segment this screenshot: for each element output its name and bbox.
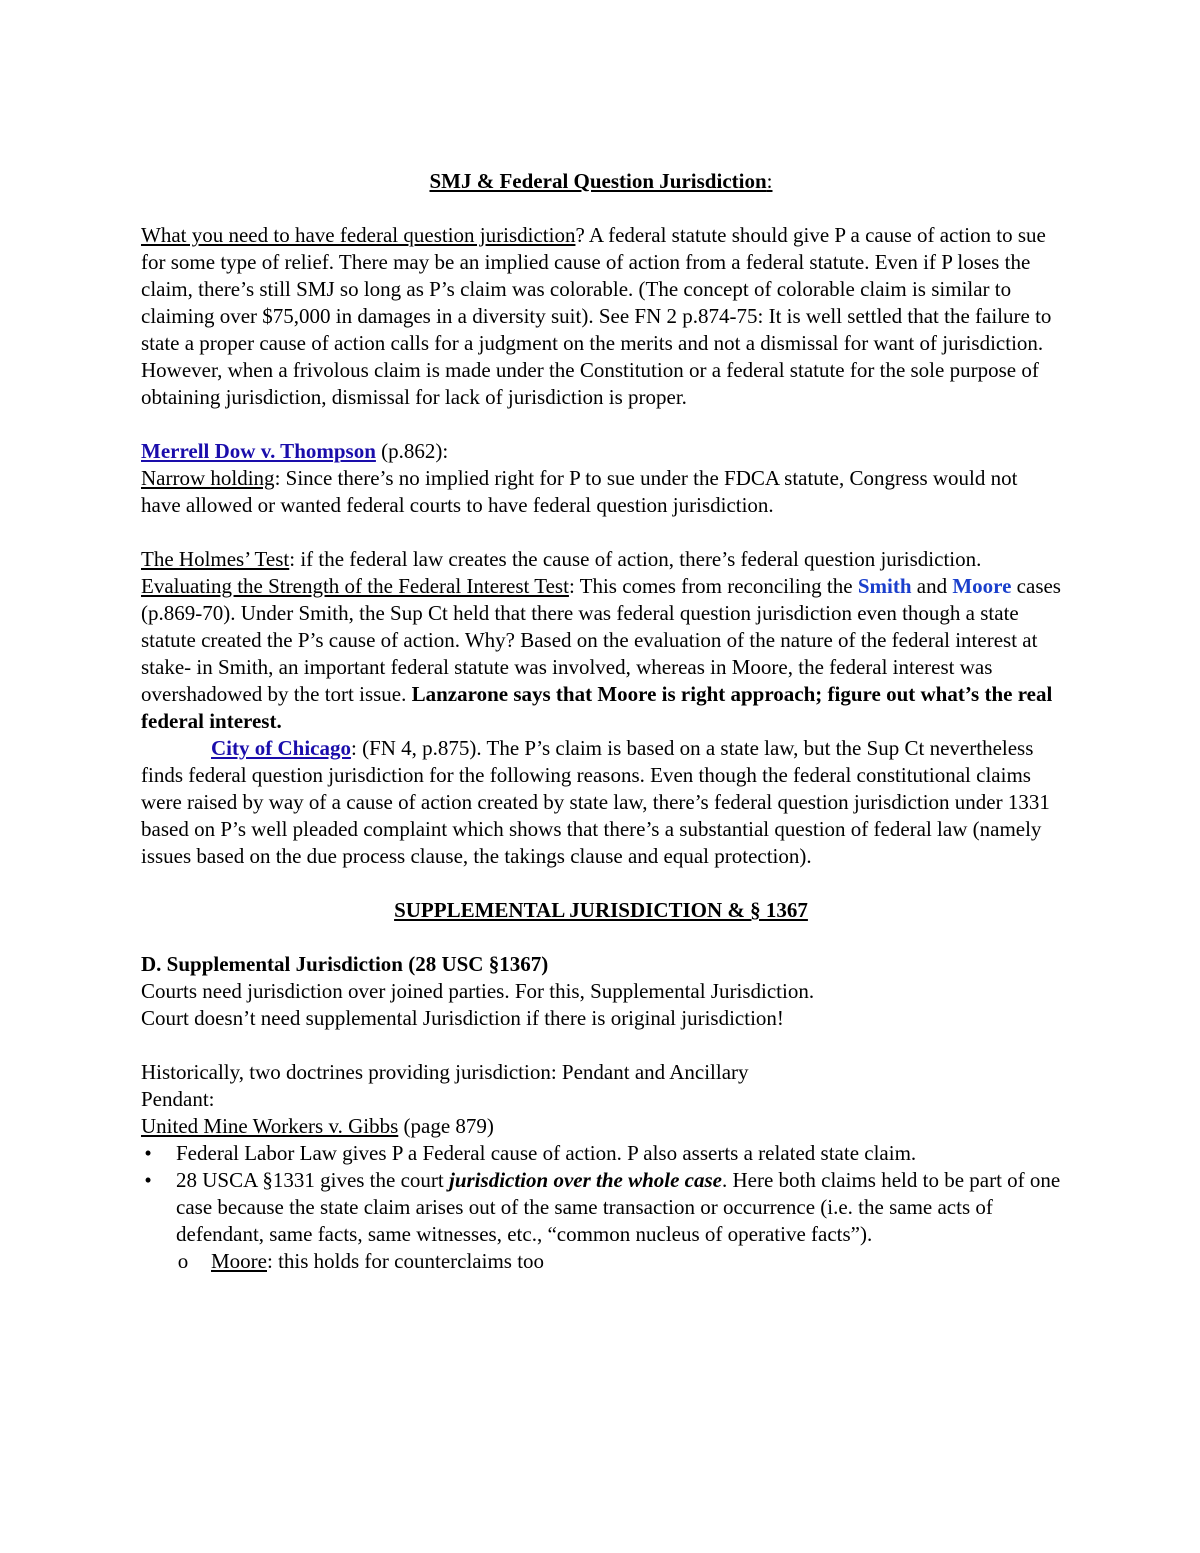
list-item: • Federal Labor Law gives P a Federal cause of action. P also asserts a related state claim.: [141, 1140, 1061, 1167]
intro-paragraph: What you need to have federal question jurisdiction? A federal statute should give P a cause of action to sue for some type of relief. There may be an implied cause of action from a federal statute. Even if P loses the claim, there’s still SMJ so long as P’s claim was colorable. (The concept of colorable claim is similar to claiming over $75,000 in damages in a diversity suit). See FN 2 p.874-75: It is well settled that the failure to state a proper cause of action calls for a judgment on the merits and not a dismissal for want of jurisdiction. However, when a frivolous claim is made under the Constitution or a federal statute for the sole purpose of obtaining jurisdiction, dismissal for lack of jurisdiction is proper.: [141, 223, 1052, 409]
intro-lead: What you need to have federal question jurisdiction: [141, 223, 576, 247]
merrell-case-line: Merrell Dow v. Thompson (p.862):: [141, 439, 449, 463]
history-line: Historically, two doctrines providing jurisdiction: Pendant and Ancillary: [141, 1060, 749, 1084]
page-title: SMJ & Federal Question Jurisdiction:: [429, 169, 773, 193]
moore-case: Moore: [952, 574, 1012, 598]
pendant-label: Pendant:: [141, 1087, 215, 1111]
sub-list-item: o Moore: this holds for counterclaims too: [177, 1249, 545, 1273]
holmes-test: The Holmes’ Test: if the federal law creates the cause of action, there’s federal question jurisdiction.: [141, 547, 982, 571]
bullet-icon: •: [144, 1141, 152, 1165]
sub-bullet-icon: o: [177, 1249, 189, 1273]
chicago-paragraph: City of Chicago: (FN 4, p.875). The P’s claim is based on a state law, but the Sup Ct nevertheless finds federal question jurisdiction for the following reasons. Even though the federal constitutional claims were raised by way of a cause of action created by state law, there’s federal question jurisdiction under 1331 based on P’s well pleaded complaint which shows that there’s a substantial question of federal law (namely issues based on the due process clause, the takings clause and equal protection).: [141, 736, 1050, 868]
section-d-line2: Court doesn’t need supplemental Jurisdiction if there is original jurisdiction!: [141, 1006, 784, 1030]
city-of-chicago-link[interactable]: City of Chicago: [211, 736, 351, 760]
lanzarone-note: Lanzarone says that Moore is right approach; figure out what’s the real federal interest.: [141, 682, 1053, 733]
gibbs-bullet-list: [141, 1140, 1061, 1275]
gibbs-line: United Mine Workers v. Gibbs (page 879): [141, 1114, 494, 1138]
sub-list: [176, 1248, 1061, 1275]
merrell-dow-link[interactable]: Merrell Dow v. Thompson: [141, 439, 376, 463]
document-page: [141, 168, 1061, 1275]
section-d-line1: Courts need jurisdiction over joined parties. For this, Supplemental Jurisdiction.: [141, 979, 815, 1003]
bullet-icon: •: [144, 1168, 152, 1192]
list-item: • 28 USCA §1331 gives the court jurisdiction over the whole case. Here both claims held to be part of one case because the state claim arises out of the same transaction or occurrence (i.e. the same acts of defendant, same facts, same witnesses, etc., “common nucleus of operative facts”). o Moore: this holds for counterclaims too: [141, 1167, 1061, 1275]
section-d-heading: D. Supplemental Jurisdiction (28 USC §1367): [141, 952, 549, 976]
supplemental-heading: SUPPLEMENTAL JURISDICTION & § 1367: [394, 898, 808, 922]
evaluating-paragraph: Evaluating the Strength of the Federal Interest Test: This comes from reconciling the Smith and Moore cases (p.869-70). Under Smith, the Sup Ct held that there was federal question jurisdiction even though a state statute created the P’s cause of action. Why? Based on the evaluation of the nature of the federal interest at stake- in Smith, an important federal statute was involved, whereas in Moore, the federal interest was overshadowed by the tort issue. Lanzarone says that Moore is right approach; figure out what’s the real federal interest.: [141, 574, 1061, 733]
merrell-holding: Narrow holding: Since there’s no implied right for P to sue under the FDCA statute, Congress would not have allowed or wanted federal courts to have federal question jurisdiction.: [141, 466, 1018, 517]
smith-case: Smith: [857, 574, 912, 598]
